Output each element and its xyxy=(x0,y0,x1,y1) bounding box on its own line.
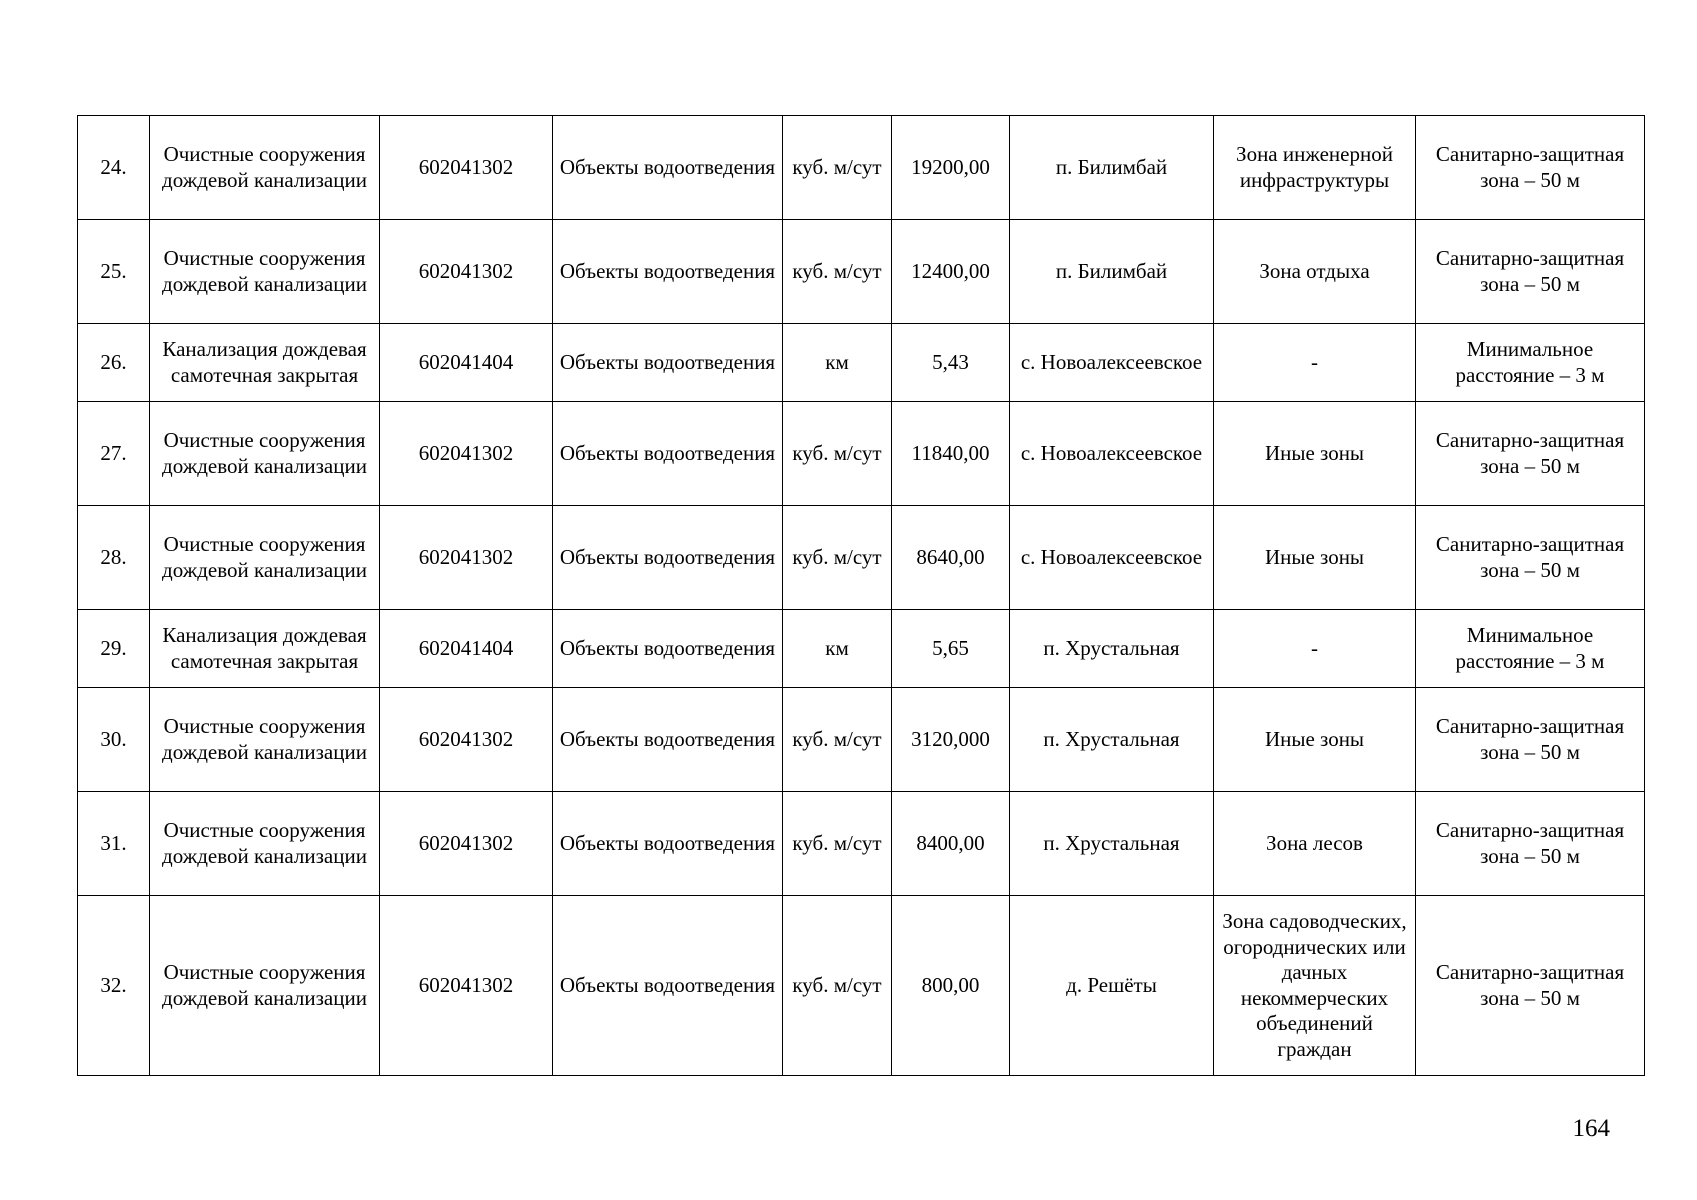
object-name: Очистные сооружения дождевой канализации xyxy=(150,896,380,1076)
table-row xyxy=(78,688,1645,792)
object-type: Объекты водоотведения xyxy=(553,402,783,506)
functional-zone: Зона лесов xyxy=(1214,792,1416,896)
object-code: 602041302 xyxy=(380,402,553,506)
location: д. Решёты xyxy=(1010,896,1214,1076)
object-name: Канализация дождевая самотечная закрытая xyxy=(150,610,380,688)
restriction-zone: Минимальное расстояние – 3 м xyxy=(1416,610,1645,688)
objects-table xyxy=(77,115,1645,1076)
restriction-zone: Санитарно-защитная зона – 50 м xyxy=(1416,792,1645,896)
table-row xyxy=(78,402,1645,506)
page-number: 164 xyxy=(1572,1115,1610,1142)
functional-zone: Зона садоводческих, огороднических или дачных некоммерческих объединений граждан xyxy=(1214,896,1416,1076)
capacity-value: 19200,00 xyxy=(892,116,1010,220)
unit: куб. м/сут xyxy=(783,688,892,792)
unit: куб. м/сут xyxy=(783,792,892,896)
object-code: 602041302 xyxy=(380,220,553,324)
location: п. Билимбай xyxy=(1010,220,1214,324)
object-code: 602041404 xyxy=(380,324,553,402)
capacity-value: 5,43 xyxy=(892,324,1010,402)
row-number: 25. xyxy=(78,220,150,324)
object-type: Объекты водоотведения xyxy=(553,324,783,402)
capacity-value: 800,00 xyxy=(892,896,1010,1076)
location: с. Новоалексеевское xyxy=(1010,506,1214,610)
unit: куб. м/сут xyxy=(783,896,892,1076)
location: п. Хрустальная xyxy=(1010,610,1214,688)
functional-zone: Иные зоны xyxy=(1214,688,1416,792)
capacity-value: 12400,00 xyxy=(892,220,1010,324)
object-name: Очистные сооружения дождевой канализации xyxy=(150,402,380,506)
object-code: 602041302 xyxy=(380,792,553,896)
object-code: 602041302 xyxy=(380,896,553,1076)
location: п. Хрустальная xyxy=(1010,792,1214,896)
object-name: Очистные сооружения дождевой канализации xyxy=(150,506,380,610)
table-row xyxy=(78,610,1645,688)
row-number: 30. xyxy=(78,688,150,792)
object-code: 602041404 xyxy=(380,610,553,688)
capacity-value: 11840,00 xyxy=(892,402,1010,506)
unit: куб. м/сут xyxy=(783,220,892,324)
row-number: 27. xyxy=(78,402,150,506)
table-row xyxy=(78,896,1645,1076)
location: с. Новоалексеевское xyxy=(1010,402,1214,506)
table-row xyxy=(78,220,1645,324)
object-type: Объекты водоотведения xyxy=(553,896,783,1076)
functional-zone: Иные зоны xyxy=(1214,402,1416,506)
unit: км xyxy=(783,610,892,688)
location: п. Билимбай xyxy=(1010,116,1214,220)
capacity-value: 5,65 xyxy=(892,610,1010,688)
restriction-zone: Санитарно-защитная зона – 50 м xyxy=(1416,688,1645,792)
table-row xyxy=(78,792,1645,896)
object-code: 602041302 xyxy=(380,116,553,220)
object-type: Объекты водоотведения xyxy=(553,792,783,896)
table-row xyxy=(78,506,1645,610)
object-type: Объекты водоотведения xyxy=(553,116,783,220)
functional-zone: - xyxy=(1214,610,1416,688)
object-code: 602041302 xyxy=(380,688,553,792)
object-type: Объекты водоотведения xyxy=(553,220,783,324)
capacity-value: 3120,000 xyxy=(892,688,1010,792)
restriction-zone: Санитарно-защитная зона – 50 м xyxy=(1416,402,1645,506)
restriction-zone: Санитарно-защитная зона – 50 м xyxy=(1416,896,1645,1076)
unit: куб. м/сут xyxy=(783,506,892,610)
row-number: 32. xyxy=(78,896,150,1076)
restriction-zone: Минимальное расстояние – 3 м xyxy=(1416,324,1645,402)
restriction-zone: Санитарно-защитная зона – 50 м xyxy=(1416,506,1645,610)
unit: куб. м/сут xyxy=(783,116,892,220)
table-row xyxy=(78,324,1645,402)
capacity-value: 8640,00 xyxy=(892,506,1010,610)
restriction-zone: Санитарно-защитная зона – 50 м xyxy=(1416,116,1645,220)
table-row xyxy=(78,116,1645,220)
location: с. Новоалексеевское xyxy=(1010,324,1214,402)
row-number: 24. xyxy=(78,116,150,220)
restriction-zone: Санитарно-защитная зона – 50 м xyxy=(1416,220,1645,324)
row-number: 31. xyxy=(78,792,150,896)
object-name: Канализация дождевая самотечная закрытая xyxy=(150,324,380,402)
object-name: Очистные сооружения дождевой канализации xyxy=(150,792,380,896)
capacity-value: 8400,00 xyxy=(892,792,1010,896)
object-type: Объекты водоотведения xyxy=(553,610,783,688)
row-number: 26. xyxy=(78,324,150,402)
object-name: Очистные сооружения дождевой канализации xyxy=(150,220,380,324)
functional-zone: Зона инженерной инфраструктуры xyxy=(1214,116,1416,220)
object-name: Очистные сооружения дождевой канализации xyxy=(150,116,380,220)
functional-zone: Зона отдыха xyxy=(1214,220,1416,324)
unit: км xyxy=(783,324,892,402)
row-number: 29. xyxy=(78,610,150,688)
location: п. Хрустальная xyxy=(1010,688,1214,792)
functional-zone: - xyxy=(1214,324,1416,402)
object-name: Очистные сооружения дождевой канализации xyxy=(150,688,380,792)
object-type: Объекты водоотведения xyxy=(553,688,783,792)
functional-zone: Иные зоны xyxy=(1214,506,1416,610)
row-number: 28. xyxy=(78,506,150,610)
object-type: Объекты водоотведения xyxy=(553,506,783,610)
object-code: 602041302 xyxy=(380,506,553,610)
unit: куб. м/сут xyxy=(783,402,892,506)
